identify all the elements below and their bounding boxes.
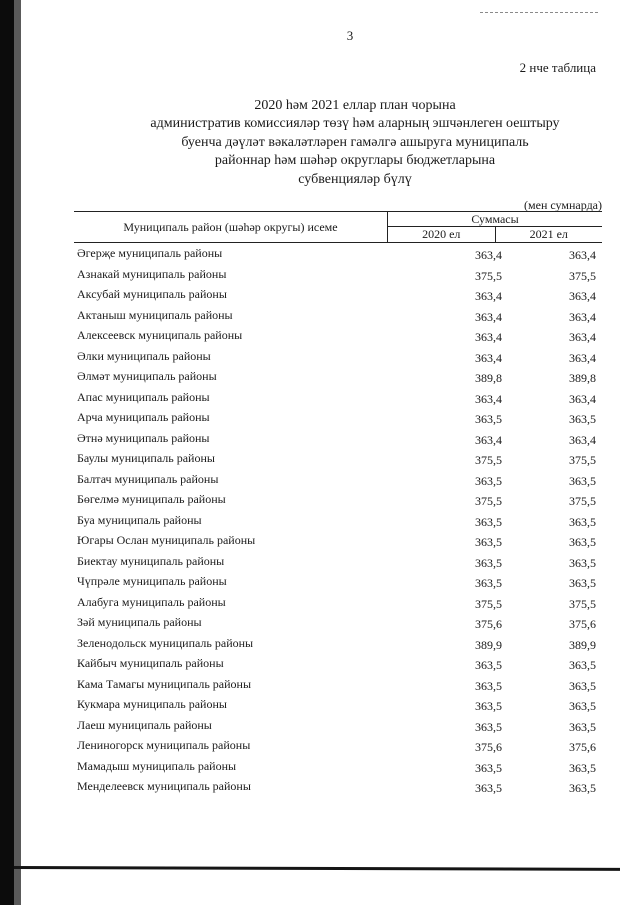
value-2020-cell: 375,5	[475, 494, 502, 508]
district-name-cell: Мамадыш муниципаль районы	[77, 758, 237, 773]
table-row	[74, 366, 602, 387]
value-2021-cell: 375,5	[569, 494, 596, 508]
table-row	[74, 612, 602, 633]
title-line: буенча дәүләт вәкаләтләрен гамәлгә ашыруга муниципаль	[181, 134, 529, 150]
table-body	[74, 243, 602, 797]
district-name-cell: Чүпрәле муниципаль районы	[77, 574, 227, 588]
value-2020-cell: 363,5	[475, 678, 502, 693]
district-name-cell: Менделеевск муниципаль районы	[77, 779, 251, 793]
value-2021-cell: 363,4	[569, 350, 596, 365]
table-row	[74, 735, 602, 756]
district-name-cell: Әлмәт муниципаль районы	[77, 369, 217, 383]
district-name-cell: Кайбыч муниципаль районы	[77, 656, 224, 670]
table-row	[74, 633, 602, 654]
value-2021-cell: 363,5	[569, 678, 596, 693]
value-2021-cell: 363,5	[569, 781, 596, 795]
value-2020-cell: 363,5	[475, 473, 502, 488]
table-row	[74, 448, 602, 469]
column-header-2021: 2021 ел	[495, 227, 603, 242]
value-2021-cell: 389,8	[569, 371, 596, 385]
scan-left-edge	[0, 0, 14, 905]
value-2021-cell: 363,4	[569, 309, 596, 324]
district-name-cell: Әгерҗе муниципаль районы	[77, 246, 223, 260]
value-2021-cell: 363,5	[569, 760, 596, 775]
value-2021-cell: 389,9	[569, 637, 596, 652]
district-name-cell: Апас муниципаль районы	[77, 389, 210, 404]
district-name-cell: Азнакай муниципаль районы	[77, 266, 227, 281]
table-row	[74, 305, 602, 326]
title-line: субвенцияләр бүлү	[298, 171, 412, 187]
district-name-cell: Кукмара муниципаль районы	[77, 697, 227, 711]
value-2020-cell: 375,5	[475, 268, 502, 283]
district-name-cell: Актаныш муниципаль районы	[77, 307, 233, 322]
district-name-cell: Лаеш муниципаль районы	[77, 717, 212, 732]
table-number: 2 нче таблица	[519, 60, 596, 75]
table-row	[74, 551, 602, 572]
table-row	[74, 530, 602, 551]
scan-top-artifact	[480, 12, 598, 14]
column-header-name: Муниципаль район (шәһәр округы) исеме	[74, 212, 388, 242]
value-2021-cell: 375,6	[569, 740, 596, 754]
district-name-cell: Аксубай муниципаль районы	[77, 287, 227, 301]
table-row	[74, 325, 602, 346]
district-name-cell: Әтнә муниципаль районы	[77, 430, 210, 445]
table-row	[74, 674, 602, 695]
table-row	[74, 571, 602, 592]
value-2021-cell: 363,4	[569, 248, 596, 262]
value-2020-cell: 363,5	[475, 658, 502, 672]
value-2021-cell: 375,5	[569, 596, 596, 611]
table-header	[74, 211, 602, 243]
table-row	[74, 715, 602, 736]
table-row	[74, 776, 602, 797]
value-2020-cell: 375,6	[475, 740, 502, 754]
table-row	[74, 653, 602, 674]
district-name-cell: Арча муниципаль районы	[77, 410, 210, 424]
district-name-cell: Биектау муниципаль районы	[77, 553, 225, 568]
value-2020-cell: 363,5	[475, 781, 502, 795]
district-name-cell: Әлки муниципаль районы	[77, 348, 211, 363]
value-2020-cell: 363,4	[475, 391, 502, 406]
value-2020-cell: 363,5	[475, 719, 502, 734]
district-name-cell: Алабуга муниципаль районы	[77, 594, 226, 609]
title-line: районнар һәм шәһәр округлары бюджетларына	[214, 153, 496, 169]
table-row	[74, 489, 602, 510]
district-name-cell: Кама Тамагы муниципаль районы	[77, 676, 252, 691]
table-row	[74, 469, 602, 490]
value-2020-cell: 363,5	[475, 535, 502, 549]
value-2021-cell: 375,5	[569, 453, 596, 467]
scan-bottom-edge	[14, 866, 620, 871]
district-name-cell: Буа муниципаль районы	[77, 512, 202, 527]
value-2020-cell: 363,5	[475, 699, 502, 713]
table-row	[74, 407, 602, 428]
column-header-2020: 2020 ел	[422, 227, 461, 241]
value-2020-cell: 363,5	[475, 760, 502, 775]
table-row	[74, 284, 602, 305]
value-2020-cell: 363,4	[475, 330, 502, 344]
table-row	[74, 756, 602, 777]
table-row	[74, 592, 602, 613]
value-2021-cell: 363,5	[569, 412, 596, 426]
value-2020-cell: 363,4	[475, 350, 502, 365]
district-name-cell: Зеленодольск муниципаль районы	[77, 635, 254, 650]
table-row	[74, 694, 602, 715]
value-2021-cell: 363,4	[569, 391, 596, 406]
value-2021-cell: 363,5	[569, 555, 596, 570]
value-2021-cell: 363,5	[569, 658, 596, 672]
value-2021-cell: 363,4	[569, 289, 596, 303]
value-2020-cell: 363,4	[475, 289, 502, 303]
value-2020-cell: 375,5	[475, 453, 502, 467]
units-note: (мен сумнарда)	[524, 198, 602, 212]
value-2020-cell: 375,5	[475, 596, 502, 611]
value-2021-cell: 363,5	[569, 719, 596, 734]
value-2020-cell: 363,5	[475, 576, 502, 590]
year-headers	[388, 227, 602, 242]
document-title	[100, 97, 610, 189]
value-2020-cell: 363,5	[475, 514, 502, 529]
value-2020-cell: 363,4	[475, 432, 502, 447]
district-name-cell: Балтач муниципаль районы	[77, 471, 219, 486]
district-name-cell: Алексеевск муниципаль районы	[77, 328, 243, 342]
table-row	[74, 346, 602, 367]
value-2021-cell: 375,5	[569, 268, 596, 283]
table-row	[74, 264, 602, 285]
value-2021-cell: 363,5	[569, 576, 596, 590]
value-2020-cell: 363,4	[475, 309, 502, 324]
value-2021-cell: 363,4	[569, 432, 596, 447]
table-row	[74, 510, 602, 531]
column-header-sums: Суммасы	[388, 212, 602, 227]
table-row	[74, 387, 602, 408]
value-2020-cell: 363,4	[475, 248, 502, 262]
title-line: административ комиссияләр төзү һәм аларның эшчәнлеген оештыру	[150, 116, 560, 132]
value-2020-cell: 389,9	[475, 637, 502, 652]
value-2021-cell: 363,5	[569, 473, 596, 488]
value-2020-cell: 363,5	[475, 412, 502, 426]
value-2021-cell: 363,5	[569, 535, 596, 549]
column-group-sums	[388, 212, 602, 242]
value-2021-cell: 363,4	[569, 330, 596, 344]
page-number: 3	[346, 28, 354, 43]
district-name-cell: Лениногорск муниципаль районы	[77, 738, 251, 752]
value-2021-cell: 363,5	[569, 699, 596, 713]
value-2020-cell: 363,5	[475, 555, 502, 570]
table-row	[74, 428, 602, 449]
district-name-cell: Баулы муниципаль районы	[77, 451, 215, 465]
value-2020-cell: 389,8	[475, 371, 502, 385]
district-name-cell: Зәй муниципаль районы	[77, 615, 202, 629]
scan-left-shadow	[14, 0, 21, 905]
district-name-cell: Бөгелмә муниципаль районы	[77, 492, 226, 506]
district-name-cell: Югары Ослан муниципаль районы	[77, 533, 256, 547]
value-2020-cell: 375,6	[475, 617, 502, 631]
value-2021-cell: 363,5	[569, 514, 596, 529]
title-line: 2020 һәм 2021 еллар план чорына	[254, 98, 456, 113]
table-row	[74, 243, 602, 264]
value-2021-cell: 375,6	[569, 617, 596, 631]
